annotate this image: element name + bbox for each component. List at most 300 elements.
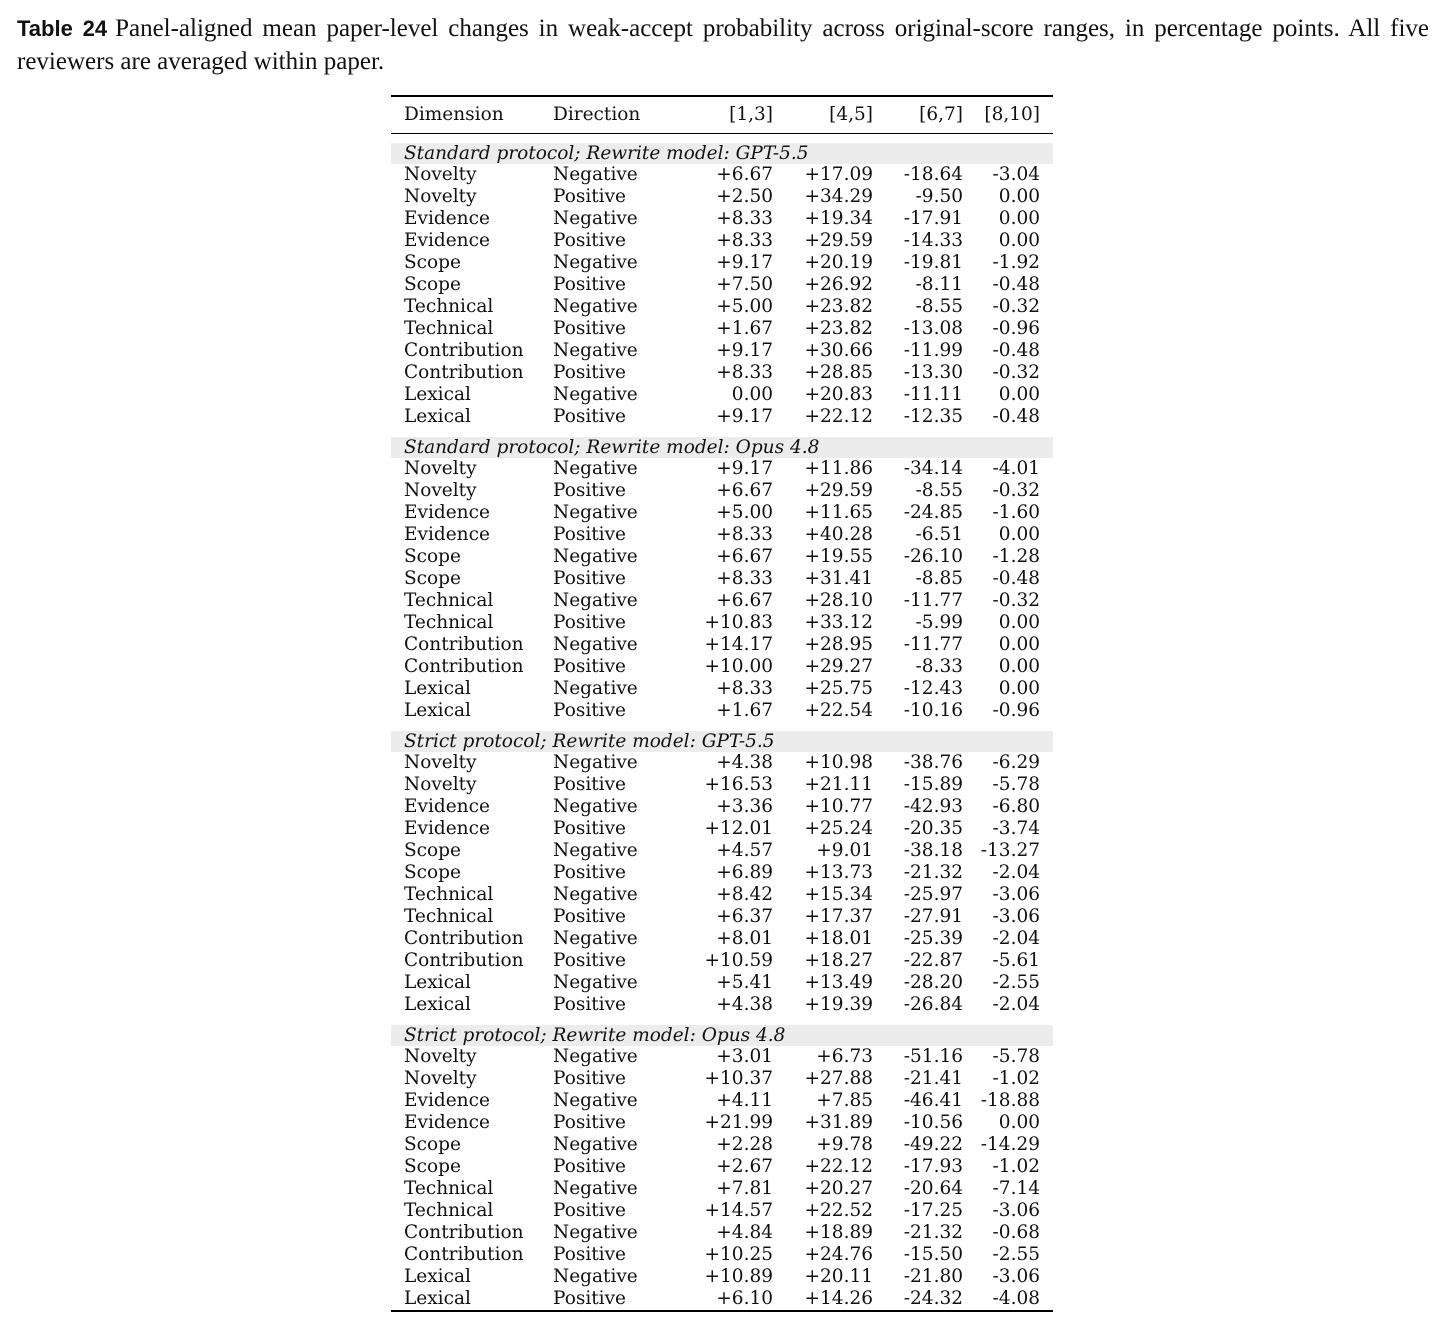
cell-direction: Negative: [553, 384, 638, 405]
table-row: [391, 1046, 1053, 1068]
cell-range-4-5: +23.82: [804, 318, 873, 339]
cell-range-1-3: +6.10: [716, 1288, 773, 1309]
table-row: [391, 1178, 1053, 1200]
table-header: [391, 96, 1053, 134]
table-row: [391, 774, 1053, 796]
cell-direction: Positive: [553, 994, 626, 1015]
section-title: Standard protocol; Rewrite model: Opus 4.8: [391, 437, 1053, 458]
cell-range-4-5: +7.85: [816, 1090, 873, 1111]
cell-range-1-3: +8.33: [716, 524, 773, 545]
header-range-1-3: [1,3]: [673, 96, 773, 134]
cell-dimension: Technical: [404, 590, 494, 611]
section-header-row: [391, 731, 1053, 752]
cell-dimension: Evidence: [404, 502, 490, 523]
cell-direction: Positive: [553, 568, 626, 589]
table-row: [391, 230, 1053, 252]
cell-range-1-3: +8.01: [716, 928, 773, 949]
cell-range-6-7: -14.33: [903, 230, 963, 251]
cell-range-1-3: +21.99: [704, 1112, 773, 1133]
cell-direction: Negative: [553, 1090, 638, 1111]
cell-dimension: Evidence: [404, 1090, 490, 1111]
cell-range-4-5: +19.39: [804, 994, 873, 1015]
section-spacer: [391, 134, 1053, 144]
cell-range-4-5: +28.10: [804, 590, 873, 611]
cell-dimension: Evidence: [404, 1112, 490, 1133]
table-row: [391, 524, 1053, 546]
cell-range-4-5: +30.66: [804, 340, 873, 361]
cell-direction: Positive: [553, 1112, 626, 1133]
cell-range-1-3: +1.67: [716, 700, 773, 721]
cell-range-6-7: -11.11: [903, 384, 963, 405]
cell-range-4-5: +20.27: [804, 1178, 873, 1199]
section-spacer: [391, 722, 1053, 731]
cell-range-4-5: +31.41: [804, 568, 873, 589]
cell-dimension: Evidence: [404, 208, 490, 229]
cell-dimension: Lexical: [404, 1288, 471, 1309]
cell-range-6-7: -8.85: [915, 568, 963, 589]
cell-dimension: Scope: [404, 1156, 461, 1177]
cell-direction: Positive: [553, 862, 626, 883]
cell-range-4-5: +13.49: [804, 972, 873, 993]
cell-direction: Negative: [553, 340, 638, 361]
cell-range-8-10: -5.78: [992, 1046, 1040, 1067]
cell-dimension: Technical: [404, 1200, 494, 1221]
cell-dimension: Technical: [404, 612, 494, 633]
cell-range-6-7: -28.20: [903, 972, 963, 993]
cell-direction: Positive: [553, 318, 626, 339]
cell-range-1-3: +10.59: [704, 950, 773, 971]
cell-range-6-7: -49.22: [903, 1134, 963, 1155]
cell-range-6-7: -38.76: [903, 752, 963, 773]
cell-range-8-10: -0.32: [992, 362, 1040, 383]
cell-range-6-7: -20.64: [903, 1178, 963, 1199]
cell-range-8-10: 0.00: [998, 384, 1040, 405]
cell-range-6-7: -26.84: [903, 994, 963, 1015]
table-row: [391, 1068, 1053, 1090]
cell-range-4-5: +6.73: [816, 1046, 873, 1067]
cell-range-4-5: +10.98: [804, 752, 873, 773]
table-row: [391, 1090, 1053, 1112]
cell-range-4-5: +29.59: [804, 230, 873, 251]
cell-range-4-5: +20.83: [804, 384, 873, 405]
table-row: [391, 590, 1053, 612]
cell-range-1-3: +8.33: [716, 568, 773, 589]
table-row: [391, 186, 1053, 208]
cell-range-1-3: +6.37: [716, 906, 773, 927]
cell-range-8-10: -1.02: [992, 1068, 1040, 1089]
table-row: [391, 906, 1053, 928]
cell-range-6-7: -27.91: [903, 906, 963, 927]
cell-range-4-5: +18.01: [804, 928, 873, 949]
cell-range-6-7: -22.87: [903, 950, 963, 971]
spacer-cell: [391, 722, 1053, 731]
cell-direction: Positive: [553, 906, 626, 927]
cell-range-1-3: +9.17: [716, 340, 773, 361]
cell-range-1-3: +6.67: [716, 590, 773, 611]
cell-dimension: Scope: [404, 862, 461, 883]
cell-range-8-10: 0.00: [998, 186, 1040, 207]
table-row: [391, 972, 1053, 994]
cell-dimension: Scope: [404, 274, 461, 295]
cell-range-1-3: +6.89: [716, 862, 773, 883]
cell-range-1-3: +5.41: [716, 972, 773, 993]
table-row: [391, 1288, 1053, 1311]
cell-direction: Negative: [553, 1222, 638, 1243]
cell-range-8-10: -0.32: [992, 590, 1040, 611]
cell-range-8-10: -7.14: [992, 1178, 1040, 1199]
cell-range-6-7: -38.18: [903, 840, 963, 861]
cell-range-6-7: -34.14: [903, 458, 963, 479]
table-row: [391, 1244, 1053, 1266]
header-range-4-5: [4,5]: [773, 96, 873, 134]
cell-range-8-10: -0.48: [992, 406, 1040, 427]
cell-range-4-5: +18.27: [804, 950, 873, 971]
cell-range-1-3: +9.17: [716, 406, 773, 427]
cell-range-6-7: -17.93: [903, 1156, 963, 1177]
table-row: [391, 502, 1053, 524]
cell-dimension: Novelty: [404, 458, 477, 479]
cell-range-6-7: -11.77: [903, 590, 963, 611]
cell-range-1-3: +3.36: [716, 796, 773, 817]
cell-range-8-10: -3.06: [992, 884, 1040, 905]
cell-range-8-10: -0.32: [992, 480, 1040, 501]
cell-range-4-5: +22.54: [804, 700, 873, 721]
cell-dimension: Scope: [404, 1134, 461, 1155]
table-label: Table 24: [17, 16, 108, 41]
cell-range-4-5: +22.12: [804, 1156, 873, 1177]
cell-direction: Negative: [553, 1046, 638, 1067]
cell-range-6-7: -24.32: [903, 1288, 963, 1309]
cell-range-1-3: +2.28: [716, 1134, 773, 1155]
cell-range-1-3: +4.84: [716, 1222, 773, 1243]
table-row: [391, 480, 1053, 502]
cell-range-8-10: -6.80: [992, 796, 1040, 817]
cell-range-6-7: -21.32: [903, 862, 963, 883]
cell-range-1-3: +9.17: [716, 458, 773, 479]
cell-dimension: Contribution: [404, 950, 524, 971]
cell-range-1-3: +6.67: [716, 480, 773, 501]
cell-range-8-10: -3.74: [992, 818, 1040, 839]
cell-range-8-10: -2.04: [992, 928, 1040, 949]
cell-dimension: Lexical: [404, 406, 471, 427]
cell-range-6-7: -10.16: [903, 700, 963, 721]
cell-range-1-3: +4.57: [716, 840, 773, 861]
table-row: [391, 862, 1053, 884]
table-row: [391, 612, 1053, 634]
cell-range-4-5: +15.34: [804, 884, 873, 905]
cell-dimension: Novelty: [404, 752, 477, 773]
cell-dimension: Novelty: [404, 774, 477, 795]
table-row: [391, 1266, 1053, 1288]
table-row: [391, 928, 1053, 950]
cell-direction: Negative: [553, 208, 638, 229]
section-header-row: [391, 143, 1053, 164]
cell-range-8-10: -1.28: [992, 546, 1040, 567]
cell-range-8-10: -4.01: [992, 458, 1040, 479]
cell-direction: Negative: [553, 1134, 638, 1155]
cell-dimension: Novelty: [404, 1068, 477, 1089]
cell-range-1-3: +8.33: [716, 678, 773, 699]
cell-range-6-7: -20.35: [903, 818, 963, 839]
cell-direction: Positive: [553, 524, 626, 545]
cell-dimension: Contribution: [404, 362, 524, 383]
cell-range-6-7: -42.93: [903, 796, 963, 817]
cell-range-8-10: -4.08: [992, 1288, 1040, 1309]
cell-range-8-10: -1.60: [992, 502, 1040, 523]
cell-range-1-3: +9.17: [716, 252, 773, 273]
cell-direction: Positive: [553, 950, 626, 971]
cell-dimension: Scope: [404, 252, 461, 273]
table-caption: [17, 12, 1429, 78]
cell-range-8-10: -5.61: [992, 950, 1040, 971]
cell-range-1-3: +10.83: [704, 612, 773, 633]
cell-range-1-3: +8.33: [716, 362, 773, 383]
cell-direction: Negative: [553, 752, 638, 773]
cell-range-6-7: -24.85: [903, 502, 963, 523]
cell-range-6-7: -17.25: [903, 1200, 963, 1221]
cell-dimension: Technical: [404, 318, 494, 339]
cell-range-6-7: -10.56: [903, 1112, 963, 1133]
table-row: [391, 406, 1053, 428]
cell-dimension: Scope: [404, 568, 461, 589]
cell-dimension: Novelty: [404, 1046, 477, 1067]
cell-range-4-5: +17.09: [804, 164, 873, 185]
table-row: [391, 818, 1053, 840]
cell-range-1-3: +10.37: [704, 1068, 773, 1089]
cell-range-8-10: -18.88: [980, 1090, 1040, 1111]
cell-dimension: Evidence: [404, 230, 490, 251]
caption-text: Panel-aligned mean paper-level changes in weak-accept probability across original-score ranges, in percentage points. All five reviewers are averaged within paper.: [17, 15, 1429, 75]
cell-range-8-10: -3.04: [992, 164, 1040, 185]
cell-range-6-7: -21.32: [903, 1222, 963, 1243]
table-row: [391, 840, 1053, 862]
cell-range-6-7: -8.55: [915, 480, 963, 501]
cell-range-6-7: -21.41: [903, 1068, 963, 1089]
cell-direction: Negative: [553, 546, 638, 567]
cell-direction: Negative: [553, 840, 638, 861]
cell-range-1-3: +6.67: [716, 164, 773, 185]
cell-range-4-5: +29.59: [804, 480, 873, 501]
cell-direction: Negative: [553, 590, 638, 611]
cell-range-4-5: +22.52: [804, 1200, 873, 1221]
cell-range-6-7: -13.30: [903, 362, 963, 383]
cell-range-6-7: -26.10: [903, 546, 963, 567]
table-row: [391, 1134, 1053, 1156]
cell-range-6-7: -8.33: [915, 656, 963, 677]
cell-range-6-7: -8.55: [915, 296, 963, 317]
cell-range-8-10: -2.55: [992, 972, 1040, 993]
cell-dimension: Contribution: [404, 656, 524, 677]
cell-dimension: Technical: [404, 1178, 494, 1199]
table-body: [391, 134, 1053, 1312]
cell-dimension: Lexical: [404, 700, 471, 721]
cell-range-4-5: +14.26: [804, 1288, 873, 1309]
cell-range-1-3: +2.50: [716, 186, 773, 207]
cell-dimension: Lexical: [404, 994, 471, 1015]
cell-range-6-7: -21.80: [903, 1266, 963, 1287]
cell-direction: Negative: [553, 502, 638, 523]
cell-range-8-10: -2.04: [992, 862, 1040, 883]
cell-direction: Positive: [553, 700, 626, 721]
cell-range-8-10: -0.96: [992, 318, 1040, 339]
cell-range-8-10: -0.48: [992, 340, 1040, 361]
cell-dimension: Lexical: [404, 1266, 471, 1287]
cell-range-4-5: +34.29: [804, 186, 873, 207]
table-row: [391, 1112, 1053, 1134]
cell-range-6-7: -18.64: [903, 164, 963, 185]
cell-range-6-7: -12.35: [903, 406, 963, 427]
cell-range-8-10: -0.48: [992, 568, 1040, 589]
cell-range-1-3: +5.00: [716, 296, 773, 317]
cell-direction: Negative: [553, 928, 638, 949]
cell-range-4-5: +40.28: [804, 524, 873, 545]
cell-range-8-10: -3.06: [992, 1200, 1040, 1221]
table-row: [391, 994, 1053, 1016]
cell-range-4-5: +24.76: [804, 1244, 873, 1265]
header-row: [391, 96, 1053, 134]
cell-range-6-7: -15.50: [903, 1244, 963, 1265]
cell-range-4-5: +19.55: [804, 546, 873, 567]
cell-range-6-7: -25.39: [903, 928, 963, 949]
table-row: [391, 796, 1053, 818]
cell-range-4-5: +27.88: [804, 1068, 873, 1089]
cell-direction: Positive: [553, 274, 626, 295]
cell-direction: Positive: [553, 1068, 626, 1089]
table-row: [391, 568, 1053, 590]
cell-range-1-3: +7.81: [716, 1178, 773, 1199]
cell-range-6-7: -11.99: [903, 340, 963, 361]
cell-dimension: Evidence: [404, 796, 490, 817]
cell-range-6-7: -6.51: [915, 524, 963, 545]
cell-dimension: Technical: [404, 296, 494, 317]
cell-dimension: Contribution: [404, 928, 524, 949]
cell-range-1-3: +8.33: [716, 208, 773, 229]
cell-dimension: Scope: [404, 840, 461, 861]
section-header-row: [391, 437, 1053, 458]
section-spacer: [391, 1016, 1053, 1025]
table-row: [391, 700, 1053, 722]
cell-range-4-5: +26.92: [804, 274, 873, 295]
cell-range-1-3: +10.25: [704, 1244, 773, 1265]
cell-range-6-7: -11.77: [903, 634, 963, 655]
cell-range-1-3: +1.67: [716, 318, 773, 339]
spacer-cell: [391, 428, 1053, 437]
cell-range-1-3: +4.38: [716, 994, 773, 1015]
cell-dimension: Contribution: [404, 1244, 524, 1265]
header-range-8-10: [8,10]: [963, 96, 1053, 134]
cell-range-4-5: +21.11: [804, 774, 873, 795]
spacer-cell: [391, 134, 1053, 144]
cell-direction: Negative: [553, 634, 638, 655]
cell-direction: Negative: [553, 1178, 638, 1199]
cell-direction: Positive: [553, 1200, 626, 1221]
cell-range-8-10: 0.00: [998, 208, 1040, 229]
cell-range-4-5: +25.75: [804, 678, 873, 699]
cell-range-4-5: +31.89: [804, 1112, 873, 1133]
cell-range-8-10: -2.55: [992, 1244, 1040, 1265]
cell-range-8-10: 0.00: [998, 1112, 1040, 1133]
cell-range-8-10: -1.92: [992, 252, 1040, 273]
table-row: [391, 1200, 1053, 1222]
cell-dimension: Contribution: [404, 634, 524, 655]
cell-range-1-3: 0.00: [731, 384, 773, 405]
cell-range-4-5: +11.86: [804, 458, 873, 479]
cell-range-4-5: +18.89: [804, 1222, 873, 1243]
results-table: [391, 95, 1053, 1312]
cell-range-4-5: +20.11: [804, 1266, 873, 1287]
cell-direction: Negative: [553, 972, 638, 993]
table-row: [391, 296, 1053, 318]
cell-dimension: Novelty: [404, 480, 477, 501]
cell-range-4-5: +25.24: [804, 818, 873, 839]
table-container: [391, 95, 1053, 1312]
cell-range-1-3: +3.01: [716, 1046, 773, 1067]
cell-range-8-10: 0.00: [998, 656, 1040, 677]
cell-dimension: Evidence: [404, 818, 490, 839]
section-title: Standard protocol; Rewrite model: GPT-5.5: [391, 143, 1053, 164]
cell-range-8-10: -14.29: [980, 1134, 1040, 1155]
cell-direction: Negative: [553, 796, 638, 817]
cell-range-6-7: -12.43: [903, 678, 963, 699]
header-direction: Direction: [553, 96, 673, 134]
cell-dimension: Contribution: [404, 1222, 524, 1243]
cell-range-1-3: +12.01: [704, 818, 773, 839]
table-row: [391, 164, 1053, 186]
cell-range-8-10: -13.27: [980, 840, 1040, 861]
cell-range-4-5: +28.95: [804, 634, 873, 655]
cell-direction: Negative: [553, 252, 638, 273]
cell-direction: Positive: [553, 186, 626, 207]
cell-dimension: Technical: [404, 906, 494, 927]
cell-dimension: Novelty: [404, 186, 477, 207]
cell-range-8-10: -0.68: [992, 1222, 1040, 1243]
cell-dimension: Contribution: [404, 340, 524, 361]
cell-dimension: Technical: [404, 884, 494, 905]
cell-direction: Negative: [553, 884, 638, 905]
table-row: [391, 950, 1053, 972]
cell-range-8-10: -5.78: [992, 774, 1040, 795]
table-row: [391, 1222, 1053, 1244]
cell-range-4-5: +19.34: [804, 208, 873, 229]
cell-range-1-3: +4.11: [716, 1090, 773, 1111]
cell-range-1-3: +14.57: [704, 1200, 773, 1221]
table-row: [391, 318, 1053, 340]
cell-range-6-7: -8.11: [915, 274, 963, 295]
section-title: Strict protocol; Rewrite model: GPT-5.5: [391, 731, 1053, 752]
table-row: [391, 384, 1053, 406]
cell-direction: Positive: [553, 818, 626, 839]
cell-range-8-10: 0.00: [998, 524, 1040, 545]
table-row: [391, 274, 1053, 296]
spacer-cell: [391, 1016, 1053, 1025]
cell-range-6-7: -9.50: [915, 186, 963, 207]
cell-range-1-3: +10.89: [704, 1266, 773, 1287]
cell-range-4-5: +28.85: [804, 362, 873, 383]
header-dimension: Dimension: [391, 96, 553, 134]
cell-range-4-5: +22.12: [804, 406, 873, 427]
table-row: [391, 362, 1053, 384]
header-range-6-7: [6,7]: [873, 96, 963, 134]
section-title: Strict protocol; Rewrite model: Opus 4.8: [391, 1025, 1053, 1046]
cell-direction: Negative: [553, 1266, 638, 1287]
cell-range-4-5: +33.12: [804, 612, 873, 633]
cell-range-8-10: 0.00: [998, 230, 1040, 251]
cell-range-1-3: +8.33: [716, 230, 773, 251]
cell-range-8-10: 0.00: [998, 678, 1040, 699]
cell-range-1-3: +14.17: [704, 634, 773, 655]
cell-range-6-7: -25.97: [903, 884, 963, 905]
table-row: [391, 884, 1053, 906]
